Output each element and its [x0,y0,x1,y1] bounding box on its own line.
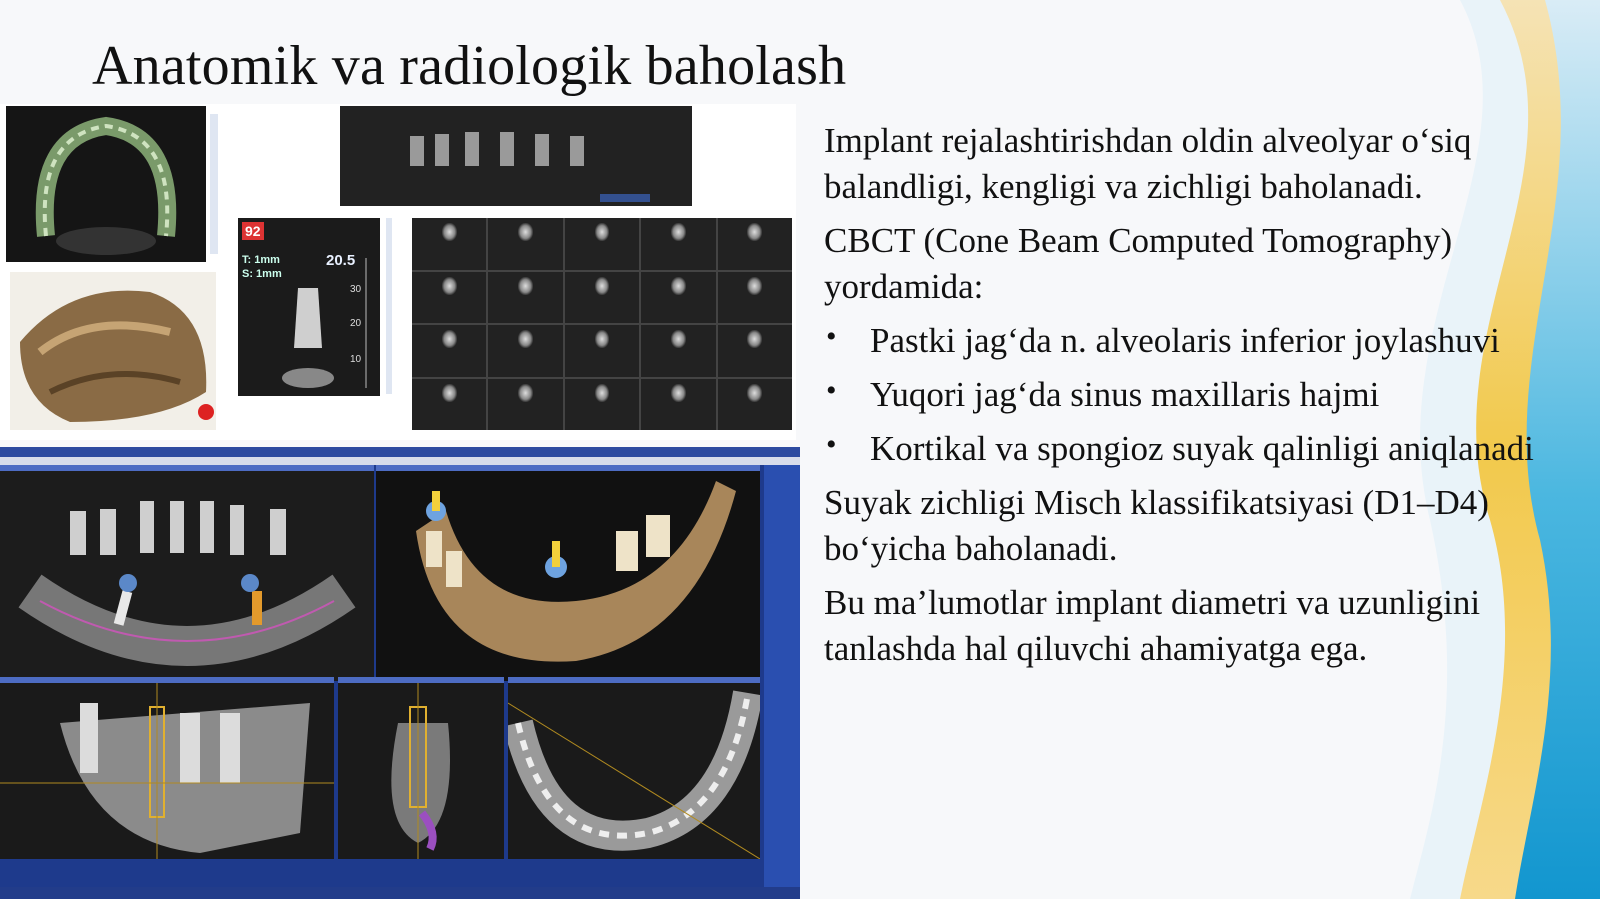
slide-body [824,118,1564,680]
intro-paragraph: Implant rejalashtirishdan oldin alveolyar o‘siq balandligi, kengligi va zichligi baholanadi. [824,121,1472,206]
cross-section-slice-grid [412,218,792,430]
slice-number-badge: 92 [242,222,264,240]
status-bar [0,887,800,899]
axial-view-image [6,106,206,262]
panoramic-slice-image [340,106,692,206]
scale-tick-label: 20 [350,318,362,329]
bullet-list [824,318,1564,472]
cbct-image-collage [0,104,800,899]
bullet-icon: • [826,374,837,407]
conclusion-paragraph: Bu ma’lumotlar implant diametri va uzunligini tanlashda hal qiluvchi ahamiyatga ega. [824,583,1481,668]
axial-arch-drawing [508,683,760,859]
bullet-item: • Pastki jag‘da n. alveolaris inferior joylashuvi [824,318,1564,364]
implant-planning-software-screenshot [0,447,800,899]
bullet-icon: • [826,428,837,461]
panoramic-drawing [0,471,374,681]
bullet-item: • Kortikal va spongioz suyak qalinligi aniqlanadi [824,426,1564,472]
cross-section-view [238,218,380,396]
cross-section-drawing [238,218,380,396]
bone-3d-render-image [10,272,216,430]
window-title-bar [0,447,800,457]
jaw-3d-view [376,465,760,681]
axial-arch-view [508,677,760,859]
bone-3d-drawing [10,272,216,430]
panoramic-slice-drawing [340,106,692,206]
cross-section-implant-view [0,677,334,859]
thickness-label: T: 1mm [242,254,280,266]
axial-jaw-drawing [6,106,206,262]
scale-tick-label: 10 [350,354,362,365]
tangential-view [338,677,504,859]
bullet-item: • Yuqori jag‘da sinus maxillaris hajmi [824,372,1564,418]
jaw-3d-drawing [376,471,760,681]
density-paragraph: Suyak zichligi Misch klassifikatsiyasi (D1–D4) bo‘yicha baholanadi. [824,483,1489,568]
cross-section-implant-drawing [0,683,334,859]
tool-panel [764,465,800,895]
spacing-label: S: 1mm [242,268,282,280]
bullet-icon: • [826,320,837,353]
cbct-paragraph: CBCT (Cone Beam Computed Tomography) yordamida: [824,221,1453,306]
scale-tick-label: 30 [350,284,362,295]
cbct-planning-screenshot [0,104,796,440]
panoramic-view [0,465,374,681]
slide-title: Anatomik va radiologik baholash [92,35,847,97]
menu-bar [0,457,800,465]
tangential-drawing [338,683,504,859]
measurement-label: 20.5 [326,252,356,269]
